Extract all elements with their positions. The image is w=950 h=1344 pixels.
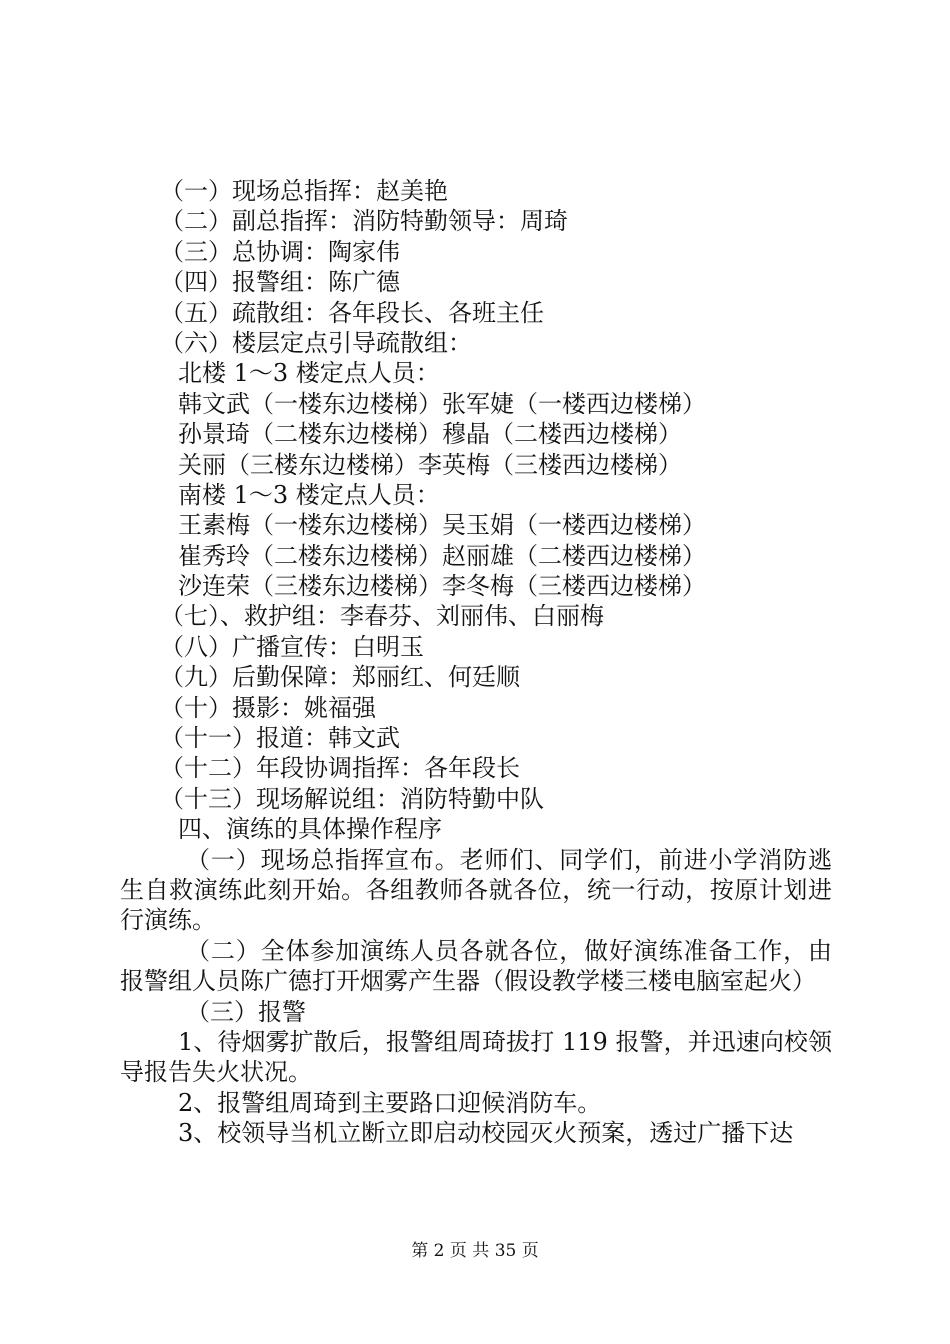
document-line: 北楼 1～3 楼定点人员： (178, 359, 440, 388)
document-body (120, 176, 832, 1149)
document-line: 王素梅（一楼东边楼梯）吴玉娟（一楼西边楼梯） (178, 511, 706, 540)
document-line: 关丽（三楼东边楼梯）李英梅（三楼西边楼梯） (178, 450, 682, 479)
document-line: 南楼 1～3 楼定点人员： (178, 480, 440, 509)
document-paragraph: （三）报警 (186, 997, 306, 1026)
document-line: （九）后勤保障：郑丽红、何廷顺 (160, 663, 520, 692)
document-line: （八）广播宣传：白明玉 (160, 632, 424, 661)
document-line: 四、演练的具体操作程序 (178, 815, 442, 844)
document-line: （一）现场总指挥：赵美艳 (160, 177, 448, 205)
document-line: （四）报警组：陈广德 (160, 268, 400, 297)
document-paragraph: 2、报警组周琦到主要路口迎候消防车。 (178, 1088, 602, 1117)
document-line: 韩文武（一楼东边楼梯）张军婕（一楼西边楼梯） (178, 389, 706, 418)
document-line: （五）疏散组：各年段长、各班主任 (160, 298, 544, 327)
document-line: （十一）报道：韩文武 (160, 724, 400, 753)
document-line: （十二）年段协调指挥：各年段长 (160, 754, 520, 783)
document-line: 崔秀玲（二楼东边楼梯）赵丽雄（二楼西边楼梯） (178, 541, 706, 570)
document-paragraph: 1、待烟雾扩散后，报警组周琦拔打 119 报警，并迅速向校领导报告失火状况。 (120, 1028, 832, 1087)
document-line: （二）副总指挥：消防特勤领导：周琦 (160, 207, 568, 236)
document-line: （十）摄影：姚福强 (160, 693, 376, 722)
document-line: （十三）现场解说组：消防特勤中队 (160, 784, 544, 813)
document-line: 沙连荣（三楼东边楼梯）李冬梅（三楼西边楼梯） (178, 572, 706, 601)
document-paragraph: （一）现场总指挥宣布。老师们、同学们，前进小学消防逃生自救演练此刻开始。各组教师各就各位，统一行动，按原计划进行演练。 (120, 845, 832, 935)
document-line: （三）总协调：陶家伟 (160, 237, 400, 266)
page-footer: 第 2 页 共 35 页 (411, 1241, 539, 1261)
document-line: （六）楼层定点引导疏散组： (160, 328, 472, 357)
document-line: 孙景琦（二楼东边楼梯）穆晶（二楼西边楼梯） (178, 420, 682, 449)
document-paragraph: 3、校领导当机立断立即启动校园灭火预案，透过广播下达 (178, 1119, 794, 1148)
document-line: （七）、救护组：李春芬、刘丽伟、白丽梅 (160, 602, 604, 631)
document-paragraph: （二）全体参加演练人员各就各位，做好演练准备工作，由报警组人员陈广德打开烟雾产生器（假设教学楼三楼电脑室起火） (120, 936, 832, 996)
